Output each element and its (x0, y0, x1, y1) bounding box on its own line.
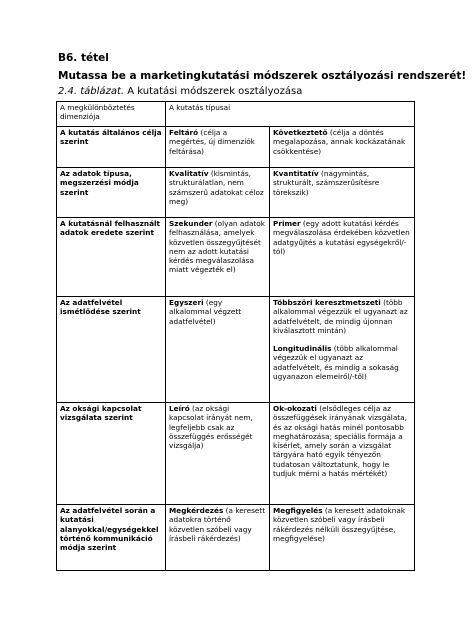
type-term: Többszöri keresztmetszeti (273, 298, 381, 307)
type-description: (célja a megértés, új dimenziók feltárása) (169, 128, 255, 156)
row-dimension: A kutatásnál felhasznált adatok eredete szerint (57, 218, 166, 297)
type-description: (olyan adatok felhasználása, amelyek közvetlen összegyűjtését nem az adott kutatási kérdés megválaszolása miatt végezték el) (169, 219, 265, 275)
row-right-cell (270, 218, 415, 297)
type-term: Primer (273, 219, 301, 228)
type-term: Egyszeri (169, 298, 204, 307)
type-term: Következtető (273, 128, 328, 137)
row-left-cell (166, 218, 270, 297)
table-row (57, 505, 415, 571)
classification-table (56, 101, 415, 571)
type-term: Leíró (169, 404, 190, 413)
table-caption (58, 86, 302, 97)
row-left-cell (166, 505, 270, 571)
row-dimension: Az adatok típusa, megszerzési módja szerint (57, 168, 166, 218)
row-right-cell (270, 127, 415, 168)
table-row (57, 403, 415, 505)
type-description: (a keresett adatokra történő közvetlen szóbeli vagy írásbeli rákérdezés) (169, 506, 266, 543)
type-term: Megfigyelés (273, 506, 323, 515)
type-description: (a keresett adatoknak közvetlen szóbeli vagy írásbeli rákérdezés nélküli összegyűjtése, megfigyelése) (273, 506, 406, 543)
row-left-cell (166, 297, 270, 403)
type-description: (több alkalommal végezzük el ugyanazt az adatfelvételt, de mindig újonnan kiválasztott mintán) (273, 298, 408, 335)
row-dimension: Az oksági kapcsolat vizsgálata szerint (57, 403, 166, 505)
type-term: Kvalitatív (169, 169, 209, 178)
type-description: (az oksági kapcsolat irányát nem, legfeljebb csak az összefüggés erősségét vizsgálja) (169, 404, 253, 451)
type-term: Longitudinális (273, 344, 332, 354)
row-right-cell (270, 168, 415, 218)
row-right-cell (270, 297, 415, 403)
type-term: Megkérdezés (169, 506, 224, 515)
type-term: Feltáró (169, 128, 199, 137)
type-entry (273, 298, 411, 335)
table-row (57, 218, 415, 297)
row-right-cell (270, 403, 415, 505)
type-description: (több alkalommal végezzük el ugyanazt az adatfelvételt, és mindig a sokaság ugyanazon elemeiről/-től) (273, 344, 399, 381)
table-caption-text: A kutatási módszerek osztályozása (124, 86, 303, 97)
row-dimension: Az adatfelvétel ismétlődése szerint (57, 297, 166, 403)
row-left-cell (166, 168, 270, 218)
table-row (57, 168, 415, 218)
row-left-cell (166, 127, 270, 168)
table-row (57, 297, 415, 403)
table-header-row (57, 102, 415, 127)
topic-heading: B6. tétel (58, 52, 109, 64)
row-left-cell (166, 403, 270, 505)
type-description: (egy alkalommal végzett adatfelvétel) (169, 298, 242, 326)
row-dimension: Az adatfelvétel során a kutatási alanyokkal/egységekkel történő kommunikáció módja szerint (57, 505, 166, 571)
row-right-cell (270, 505, 415, 571)
type-term: Ok-okozati (273, 404, 317, 413)
table-row (57, 127, 415, 168)
type-entry (273, 344, 411, 381)
table-caption-number: 2.4. táblázat. (58, 86, 125, 97)
type-description: (nagymintás, strukturált, számszerűsítésre törekszik) (273, 169, 380, 197)
type-description: (egy adott kutatási kérdés megválaszolása érdekében közvetlen adatgyűjtés a kutatási egységekről/-tól) (273, 219, 410, 256)
question-heading: Mutassa be a marketingkutatási módszerek osztályozási rendszerét! (58, 70, 467, 82)
entry-spacer (273, 335, 411, 344)
header-dimension: A megkülönböztetés dimenziója (57, 102, 166, 127)
type-term: Szekunder (169, 219, 213, 228)
type-description: (célja a döntés megalapozása, annak kockázatának csökkentése) (273, 128, 406, 156)
header-types: A kutatás típusai (166, 102, 415, 127)
type-term: Kvantitatív (273, 169, 319, 178)
type-description: (elsődleges célja az összefüggések irányának vizsgálata, és az oksági hatás minél pontosabb meghatározása; speciális formája a kísérlet, amely során a vizsgálat tárgyára ható egyik tényezőn tudatosan változtatunk, hogy le tudjuk mérni a hatás mértékét) (273, 404, 407, 478)
row-dimension: A kutatás általános célja szerint (57, 127, 166, 168)
type-description: (kismintás, strukturálatlan, nem számszerű adatokat céloz meg) (169, 169, 264, 206)
